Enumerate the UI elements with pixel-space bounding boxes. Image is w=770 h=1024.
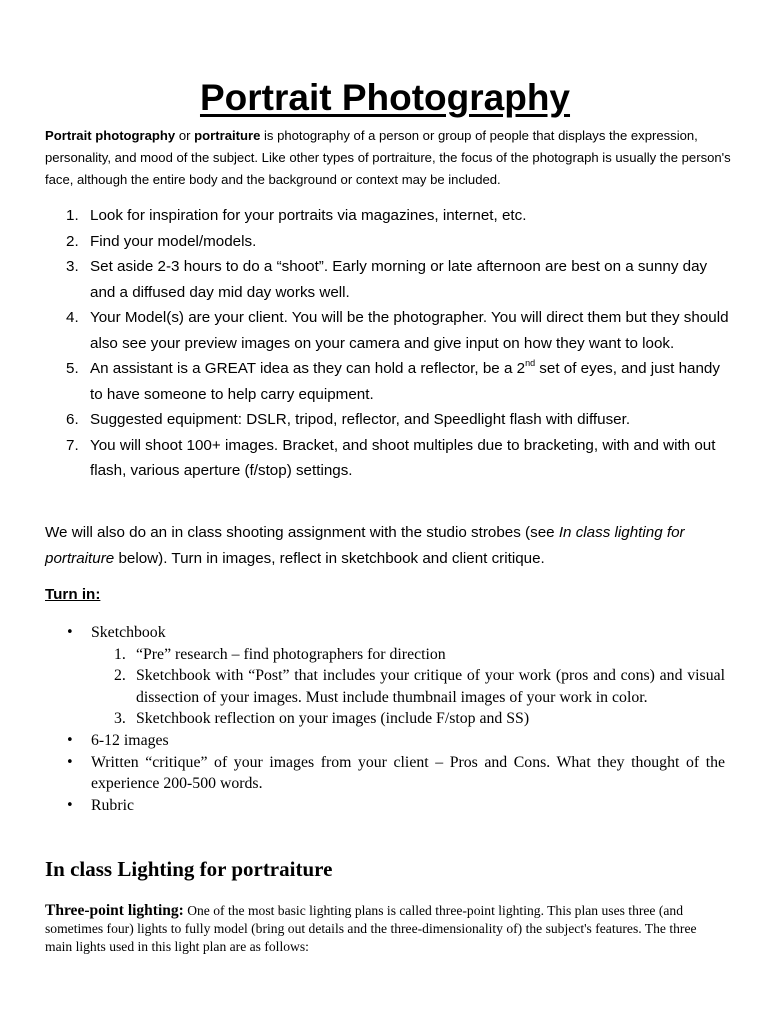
intro-or: or [175,128,195,143]
step-text: set of eyes, and just handy to have someone to help carry equipment. [90,360,720,403]
step-item: Suggested equipment: DSLR, tripod, reflector, and Speedlight flash with diffuser. [90,411,631,428]
step-text: An assistant is a GREAT idea as they can hold a reflector, be a 2 [90,360,526,377]
intro-term-portraiture: portraiture [194,128,261,143]
step-item: Set aside 2-3 hours to do a “shoot”. Early morning or late afternoon are best on a sunny day and a diffused day mid day works well. [90,258,708,301]
class-assignment-paragraph [45,520,735,571]
step-item: Your Model(s) are your client. You will be the photographer. You will direct them but they should also see your preview images on your camera and give input on how they want to look. [90,309,729,352]
lighting-section-heading: In class Lighting for portraiture [45,857,333,881]
assignment-text: below). Turn in images, reflect in sketchbook and client critique. [114,549,545,567]
step-item: Look for inspiration for your portraits via magazines, internet, etc. [90,207,527,224]
turn-in-label: Sketchbook [91,624,166,641]
turn-in-item-rubric: • Rubric [91,795,725,817]
turn-in-item-images: • 6-12 images [91,730,725,752]
three-point-paragraph [45,902,725,956]
sketchbook-item: “Pre” research – find photographers for direction [136,645,446,663]
assignment-italic-reference: In class lighting for portraiture [45,524,685,567]
turn-in-item-sketchbook [91,622,725,730]
step-item: You will shoot 100+ images. Bracket, and shoot multiples due to bracketing, with and with out flash, various aperture (f/stop) settings. [90,436,716,479]
steps-list [45,203,735,484]
three-point-text: One of the most basic lighting plans is called three-point lighting. This plan uses three (and sometimes four) lights to fully model (bring out details and the three-dimensionality of) the subject's features. The three main lights used in this light plan are as follows: [45,903,697,954]
sketchbook-item: Sketchbook reflection on your images (include F/stop and SS) [136,710,530,728]
superscript-nd: nd [525,358,536,368]
turn-in-item-critique: • Written “critique” of your images from your client – Pros and Cons. What they thought of the experience 200-500 words. [91,752,725,795]
turn-in-list [45,622,725,816]
turn-in-heading: Turn in: [45,586,101,603]
three-point-label: Three-point lighting: [45,902,184,919]
assignment-text: We will also do an in class shooting assignment with the studio strobes (see [45,524,559,541]
page-title: Portrait Photography [199,76,571,118]
intro-term-portrait-photography: Portrait photography [45,128,176,143]
sketchbook-sublist [91,644,725,730]
step-item: Find your model/models. [90,232,257,250]
step-item [90,356,735,407]
intro-paragraph [45,125,735,191]
sketchbook-item: Sketchbook with “Post” that includes your critique of your work (pros and cons) and visual dissection of your images. Must include thumbnail images of your work in color. [136,667,725,706]
intro-text: is photography of a person or group of people that displays the expression, personality, and mood of the subject. Like other types of portraiture, the focus of the photograph is usually the person's face, although the entire body and the background or context may be included. [45,128,731,187]
